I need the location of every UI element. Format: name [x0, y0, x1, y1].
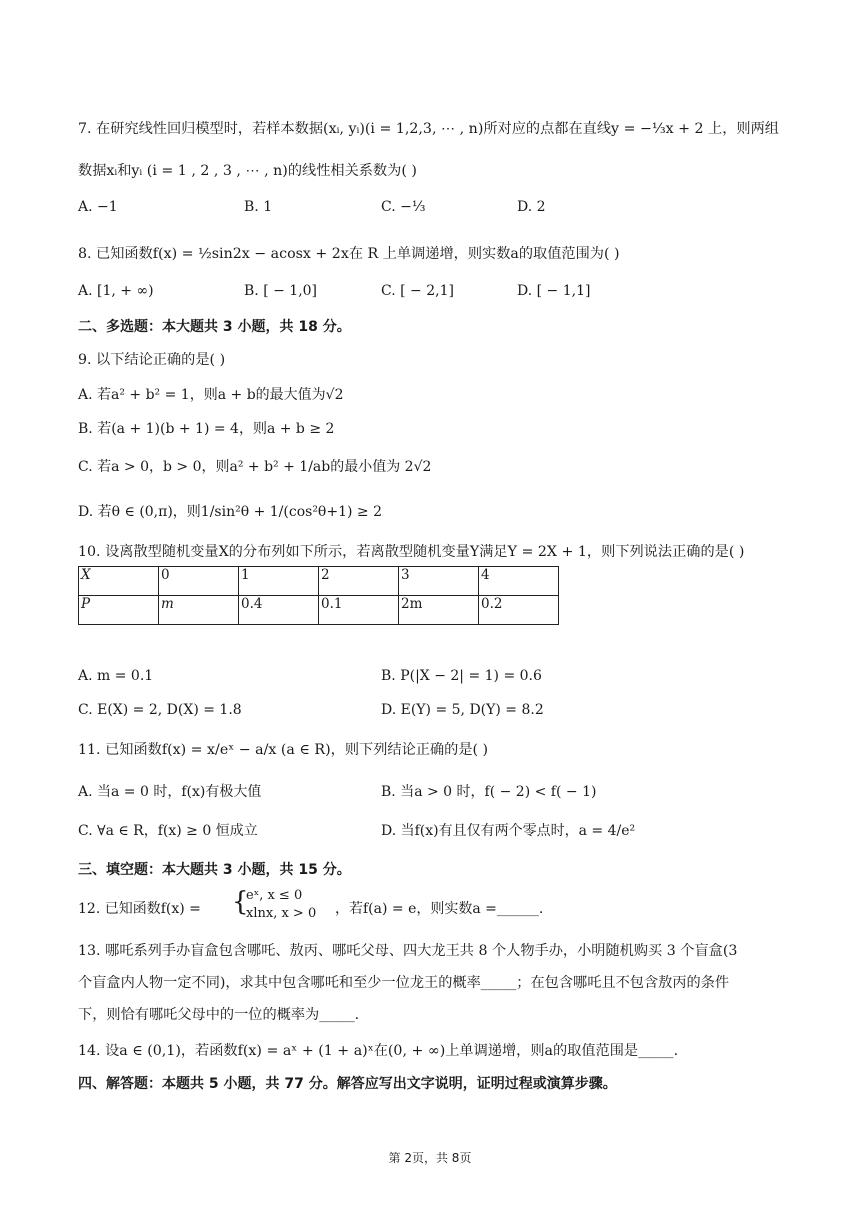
q10-option-b: B. P(|X − 2| = 1) = 0.6	[381, 668, 542, 684]
table-row-p	[79, 596, 559, 625]
table-cell: 0.1	[319, 596, 399, 625]
q13-stem-line2: 个盲盒内人物一定不同)，求其中包含哪吒和至少一位龙王的概率_____；在包含哪吒且不包含敖丙的条件	[78, 975, 730, 991]
q7-option-b: B. 1	[244, 199, 273, 215]
table-cell: 0.4	[239, 596, 319, 625]
table-cell: 2m	[399, 596, 479, 625]
q7-option-c: C. −⅓	[381, 199, 426, 215]
q7-option-a: A. −1	[78, 199, 118, 215]
section-heading-multiple-choice: 二、多选题：本大题共 3 小题，共 18 分。	[78, 319, 351, 335]
q11-stem: 11. 已知函数f(x) = x/eˣ − a/x (a ∈ R)，则下列结论正确的是( )	[78, 742, 489, 758]
table-cell: 4	[479, 567, 559, 596]
table-cell: 1	[239, 567, 319, 596]
q8-option-b: B. [ − 1,0]	[244, 283, 318, 299]
q10-option-c: C. E(X) = 2, D(X) = 1.8	[78, 702, 242, 718]
section-heading-solutions: 四、解答题：本题共 5 小题，共 77 分。解答应写出文字说明，证明过程或演算步骤。	[78, 1076, 617, 1092]
q8-option-a: A. [1, + ∞)	[78, 283, 154, 299]
table-cell: X	[79, 567, 159, 596]
q14-stem: 14. 设a ∈ (0,1)，若函数f(x) = aˣ + (1 + a)ˣ在(0, + ∞)上单调递增，则a的取值范围是_____.	[78, 1043, 679, 1059]
section-heading-fill-in: 三、填空题：本大题共 3 小题，共 15 分。	[78, 862, 351, 878]
q9-stem: 9. 以下结论正确的是( )	[78, 352, 226, 368]
q8-option-d: D. [ − 1,1]	[517, 283, 591, 299]
q9-option-b: B. 若(a + 1)(b + 1) = 4，则a + b ≥ 2	[78, 421, 335, 437]
distribution-table	[78, 566, 559, 625]
table-row-x	[79, 567, 559, 596]
q9-option-a: A. 若a² + b² = 1，则a + b的最大值为√2	[78, 387, 344, 403]
table-cell: 0.2	[479, 596, 559, 625]
q9-option-d: D. 若θ ∈ (0,π)，则1/sin²θ + 1/(cos²θ+1) ≥ 2	[78, 504, 382, 520]
q11-option-d: D. 当f(x)有且仅有两个零点时，a = 4/e²	[381, 823, 636, 839]
q10-option-d: D. E(Y) = 5, D(Y) = 8.2	[381, 702, 544, 718]
q10-option-a: A. m = 0.1	[78, 668, 154, 684]
table-cell: m	[159, 596, 239, 625]
q12-stem-suffix: ，若f(a) = e，则实数a =______.	[335, 901, 544, 917]
q8-stem: 8. 已知函数f(x) = ½sin2x − acosx + 2x在 R 上单调递增，则实数a的取值范围为( )	[78, 246, 620, 262]
table-cell: P	[79, 596, 159, 625]
q7-stem-line2: 数据xᵢ和yᵢ (i = 1 , 2 , 3 , ⋯ , n)的线性相关系数为( )	[78, 163, 417, 179]
q8-option-c: C. [ − 2,1]	[381, 283, 454, 299]
q7-option-d: D. 2	[517, 199, 546, 215]
q11-option-c: C. ∀a ∈ R，f(x) ≥ 0 恒成立	[78, 823, 258, 839]
q11-option-a: A. 当a = 0 时，f(x)有极大值	[78, 784, 262, 800]
table-cell: 0	[159, 567, 239, 596]
q12-stem-prefix: 12. 已知函数f(x) =	[78, 901, 201, 917]
q12-case-1: eˣ, x ≤ 0	[246, 888, 303, 903]
q7-stem-line1: 7. 在研究线性回归模型时，若样本数据(xᵢ, yᵢ)(i = 1,2,3, ⋯ , n)所对应的点都在直线y = −⅓x + 2 上，则两组	[78, 121, 779, 137]
q12-case-2: xlnx, x > 0	[246, 906, 317, 921]
q10-stem: 10. 设离散型随机变量X的分布列如下所示，若离散型随机变量Y满足Y = 2X + 1，则下列说法正确的是( )	[78, 544, 745, 560]
page-footer: 第 2页，共 8页	[388, 1151, 472, 1165]
table-cell: 2	[319, 567, 399, 596]
q9-option-c: C. 若a > 0，b > 0，则a² + b² + 1/ab的最小值为 2√2	[78, 459, 432, 475]
table-cell: 3	[399, 567, 479, 596]
q13-stem-line3: 下，则恰有哪吒父母中的一位的概率为_____.	[78, 1007, 360, 1023]
left-brace: {	[232, 887, 249, 917]
q13-stem-line1: 13. 哪吒系列手办盲盒包含哪吒、敖丙、哪吒父母、四大龙王共 8 个人物手办，小明随机购买 3 个盲盒(3	[78, 943, 738, 959]
q11-option-b: B. 当a > 0 时，f( − 2) < f( − 1)	[381, 784, 597, 800]
